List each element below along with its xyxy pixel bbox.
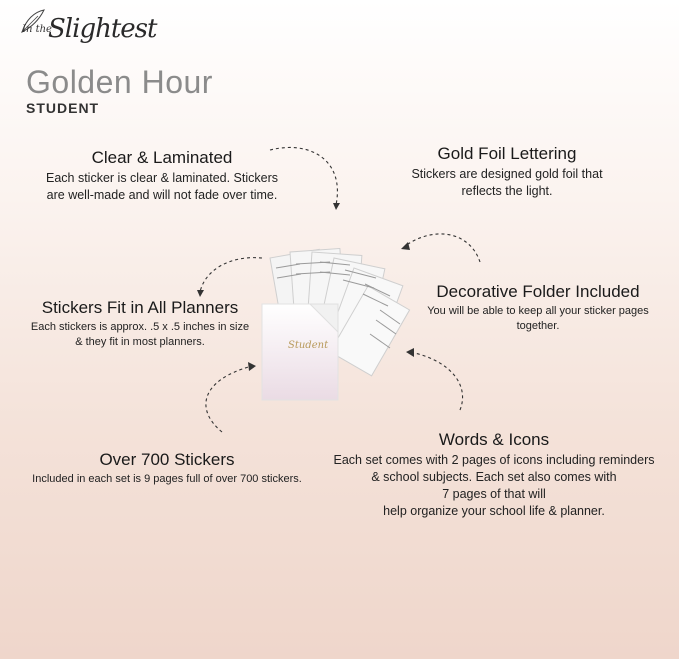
logo-prefix: In the xyxy=(22,24,52,35)
feature-title: Clear & Laminated xyxy=(91,148,233,167)
arrow-over-700 xyxy=(206,366,252,432)
feature-over-700 xyxy=(0,450,334,487)
logo-script: Slightest xyxy=(48,14,157,44)
product-image xyxy=(250,248,420,408)
feature-title: Words & Icons xyxy=(438,430,550,449)
folder-label: Student xyxy=(288,340,329,351)
feature-title: Decorative Folder Included xyxy=(436,282,640,301)
feature-title: Stickers Fit in All Planners xyxy=(41,298,239,317)
feature-gold-foil xyxy=(362,144,652,200)
feature-description: Each set comes with 2 pages of icons including reminders & school subjects. Each set also comes with 7 pages of that will help organize your school life & planner. xyxy=(333,453,655,518)
feature-fit-planners xyxy=(8,298,272,350)
arrowhead-icon xyxy=(197,290,204,297)
product-title: Golden Hour xyxy=(26,64,213,100)
feature-description: Stickers are designed gold foil that reflects the light. xyxy=(411,167,603,198)
feature-words-icons xyxy=(308,430,679,520)
feature-title: Over 700 Stickers xyxy=(99,450,235,469)
feature-decorative-folder xyxy=(412,282,664,334)
feature-description: You will be able to keep all your sticker pages together. xyxy=(427,305,649,332)
arrowhead-icon xyxy=(333,203,340,210)
feature-description: Each sticker is clear & laminated. Stickers are well-made and will not fade over time. xyxy=(45,171,279,202)
product-subtitle: STUDENT xyxy=(26,100,100,116)
feature-description: Included in each set is 9 pages full of over 700 stickers. xyxy=(32,473,302,485)
feature-title: Gold Foil Lettering xyxy=(437,144,577,163)
feature-description: Each stickers is approx. .5 x .5 inches in size & they fit in most planners. xyxy=(30,321,250,348)
feature-clear-laminated xyxy=(12,148,312,204)
